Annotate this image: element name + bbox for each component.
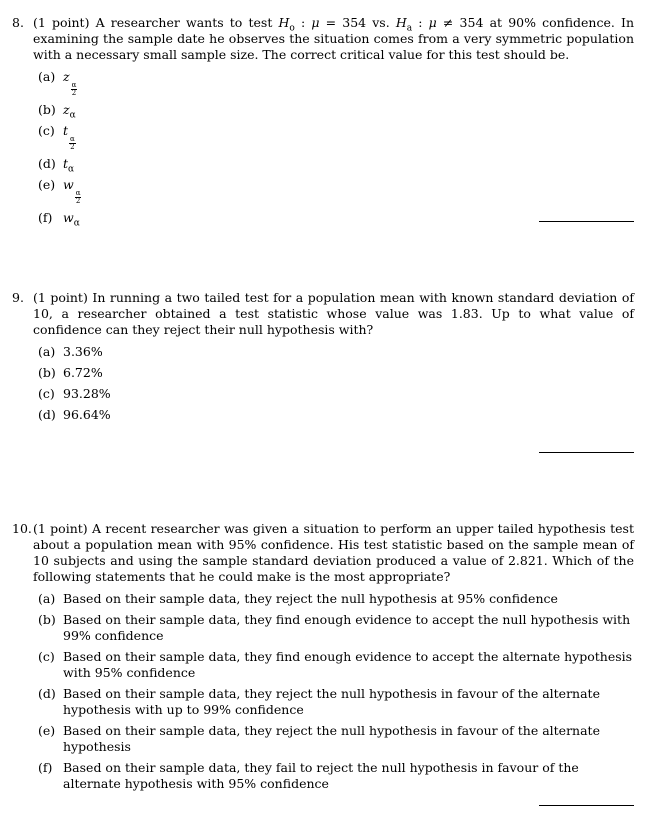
choice-b[interactable]: (b) $z_\alpha$ — [38, 102, 76, 121]
answer-line-9[interactable] — [539, 452, 634, 453]
choice-d[interactable]: (d) $t_\alpha$ — [38, 156, 75, 175]
choice-d[interactable]: (d) 96.64% — [38, 407, 111, 422]
choice-a[interactable]: (a) 3.36% — [38, 344, 103, 359]
choice-b[interactable]: (b) Based on their sample data, they find enough evidence to accept the null hypothesis with 99% confidence — [38, 612, 631, 643]
answer-choices — [38, 591, 634, 792]
choice-f[interactable]: (f) $w_\alpha$ — [38, 210, 80, 229]
choice-c[interactable]: (c) t $\frac{\alpha}{2}$ — [38, 123, 75, 151]
question-stem: (1 point) In running a two tailed test for a population mean with known standard deviation of 10, a researcher obtained a test statistic whose value was 1.83. Up to what value of confidence can they reject their null hypothesis with? — [33, 290, 634, 337]
choice-f[interactable]: (f) Based on their sample data, they fail to reject the null hypothesis in favour of the alternate hypothesis with 95% confidence — [38, 760, 579, 791]
answer-choices — [38, 344, 634, 423]
question-number: 9. — [12, 290, 24, 305]
question-number: 10. — [12, 521, 32, 536]
answer-line-8[interactable] — [539, 221, 634, 222]
answer-line-10[interactable] — [539, 805, 634, 806]
question-number: 8. — [12, 15, 24, 30]
question-stem: (1 point) A researcher wants to test $H_o$ : μ = 354 vs. $H_a$ : μ ≠ 354 at 90% confidence. In examining the sample date he observes the situation comes from a very symmetric population with a necessary small sample size. The correct critical value for this test should be. — [33, 15, 634, 62]
question-stem: (1 point) A recent researcher was given a situation to perform an upper tailed hypothesis test about a population mean with 95% confidence. His test statistic based on the sample mean of 10 subjects and using the sample standard deviation produced a value of 2.821. Which of the following statements that he could make is the most appropriate? — [33, 521, 634, 584]
answer-choices — [38, 69, 634, 229]
choice-c[interactable]: (c) 93.28% — [38, 386, 111, 401]
choice-a[interactable]: (a) z $\frac{\alpha}{2}$ — [38, 69, 77, 97]
choice-b[interactable]: (b) 6.72% — [38, 365, 103, 380]
choice-e[interactable]: (e) Based on their sample data, they reject the null hypothesis in favour of the alternate hypothesis — [38, 723, 600, 754]
question-9 — [12, 290, 634, 428]
question-10 — [12, 521, 634, 797]
choice-e[interactable]: (e) w $\frac{\alpha}{2}$ — [38, 177, 81, 205]
choice-c[interactable]: (c) Based on their sample data, they find enough evidence to accept the alternate hypothesis with 95% confidence — [38, 649, 633, 680]
choice-d[interactable]: (d) Based on their sample data, they reject the null hypothesis in favour of the alternate hypothesis with up to 99% confidence — [38, 686, 600, 717]
choice-a[interactable]: (a) Based on their sample data, they reject the null hypothesis at 95% confidence — [38, 591, 558, 606]
question-8 — [12, 15, 634, 231]
